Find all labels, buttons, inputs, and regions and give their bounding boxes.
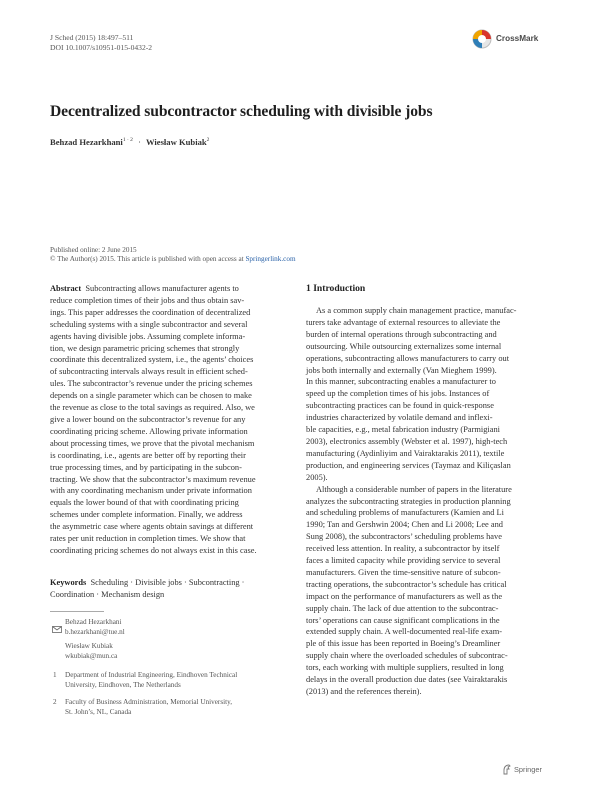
abstract-line: ings. This paper addresses the coordination of decentralized: [50, 307, 251, 317]
intro-line: Sung 2008), the subcontractors’ scheduling problems have: [306, 532, 502, 542]
intro-line: delays in the overall production due dates (see Vairaktarakis: [306, 675, 508, 685]
contact-2: [65, 641, 117, 661]
abstract-line: schemes under complete information. Finally, we address: [50, 510, 243, 520]
intro-line: tors, each working with multiple suppliers, resulted in long: [306, 663, 504, 673]
intro-line: jobs both internally and externally (Van Mieghem 1999).: [306, 365, 497, 375]
intro-line: 2005).: [306, 472, 328, 482]
abstract-line: depends on a single parameter which can be chosen to make: [50, 391, 252, 401]
contact-1-email[interactable]: b.hezarkhani@tue.nl: [65, 628, 125, 636]
intro-line: speed up the completion times of his jobs. Instances of: [306, 389, 490, 399]
intro-line: subcontracting practices can be found in quick-response: [306, 401, 494, 411]
abstract-line: coordinate this decentralized system, i.e., the agents’ choices: [50, 355, 254, 365]
intro-line: operations, subcontracting allows manufacturers to carry out: [306, 353, 510, 363]
intro-paragraph-1: [306, 305, 544, 484]
keywords: [50, 577, 288, 601]
intro-line: received less attention. In reality, a subcontractor by itself: [306, 544, 500, 554]
author-line: [50, 137, 209, 147]
abstract-label: Abstract: [50, 284, 82, 293]
abstract-line: agents having divisible jobs. Assuming complete informa-: [50, 331, 246, 341]
abstract-line: reduce completion times of their jobs and thus obtain sav-: [50, 295, 245, 305]
journal-line: J Sched (2015) 18:497–511: [50, 33, 134, 42]
intro-line: manufacturers. Given the time-sensitive nature of subcon-: [306, 567, 501, 577]
abstract-line: scheduling systems with a single subcontractor and several: [50, 319, 248, 329]
affiliation-1: [65, 670, 237, 690]
intro-line: turers take advantage of external resources to alleviate the: [306, 317, 501, 327]
intro-line: analyzes the subcontracting strategies in production planning: [306, 496, 511, 506]
abstract-line: about processing times, we prove that the pivotal mechanism: [50, 438, 255, 448]
intro-body: [306, 305, 544, 698]
contact-2-name: Wiesław Kubiak: [65, 642, 113, 650]
abstract-line: tion, we design parametric pricing schemes that strongly: [50, 343, 240, 353]
abstract-line: the asymmetric case where agents obtain savings at different: [50, 522, 254, 532]
author-2[interactable]: Wiesław Kubiak: [145, 137, 207, 147]
affiliation-1-line: University, Eindhoven, The Netherlands: [65, 681, 181, 689]
section-heading-introduction: 1 Introduction: [306, 283, 366, 294]
intro-line: production, and engineering services (Taymaz and Kiliçaslan: [306, 460, 511, 470]
intro-line: In this manner, subcontracting enables a manufacturer to: [306, 377, 496, 387]
affiliation-1-number: 1: [53, 671, 57, 679]
doi-line[interactable]: DOI 10.1007/s10951-015-0432-2: [50, 43, 153, 52]
affiliation-2-line: St. John’s, NL, Canada: [65, 708, 132, 716]
intro-line: burden of internal operations through subcontracting and: [306, 329, 497, 339]
affiliation-1-line: Department of Industrial Engineering, Eindhoven Technical: [65, 671, 238, 679]
intro-line: tracting operations, the subcontractor’s schedule has critical: [306, 579, 507, 589]
author-2-affil: 2: [206, 137, 210, 144]
intro-line: impact on the performance of manufacturers as well as the: [306, 591, 503, 601]
author-separator: ·: [138, 137, 141, 147]
intro-line: faces a limited capacity while providing service to several: [306, 556, 501, 566]
intro-line: 1990; Tan and Gershwin 2004; Chen and Li 2008; Lee and: [306, 520, 503, 530]
copyright-text: © The Author(s) 2015. This article is published with open access at: [50, 255, 246, 263]
abstract-line: the revenue as close to the total savings as required. Also, we: [50, 403, 255, 413]
footnote-rule: [50, 611, 104, 612]
intro-line: (2013) and the references therein).: [306, 687, 422, 696]
contact-1: [65, 617, 125, 637]
intro-line: As a common supply chain management practice, manufac-: [316, 306, 517, 315]
intro-line: supply chain where the overloaded schedules of subcontrac-: [306, 651, 508, 661]
abstract: [50, 283, 288, 557]
intro-line: tors’ operations can cause significant complications in the: [306, 615, 500, 625]
copyright-line: [50, 254, 296, 264]
intro-paragraph-2: [306, 484, 544, 698]
keywords-label: Keywords: [50, 578, 87, 587]
crossmark-badge[interactable]: [472, 29, 550, 51]
author-1[interactable]: Behzad Hezarkhani: [50, 137, 123, 147]
author-1-affil: 1 · 2: [122, 137, 133, 144]
keywords-line: Scheduling · Divisible jobs · Subcontracting ·: [90, 578, 245, 587]
abstract-line: equals the lower bound of that with coordinating pricing: [50, 498, 239, 508]
affiliation-2: [65, 697, 232, 717]
intro-line: ple of this issue has been reported in Boeing’s Dreamliner: [306, 639, 501, 649]
intro-line: ble capacities, e.g., metal fabrication industry (Parmigiani: [306, 425, 500, 435]
contact-2-email[interactable]: wkubiak@mun.ca: [65, 652, 118, 660]
abstract-line: ules. The subcontractor’s revenue under the pricing schemes: [50, 379, 253, 389]
abstract-line: with any coordinating mechanism under private information: [50, 486, 252, 496]
abstract-line: Subcontracting allows manufacturer agents to: [85, 284, 239, 293]
keywords-line: Coordination · Mechanism design: [50, 589, 165, 599]
intro-line: industries characterized by volatile demand and inflexi-: [306, 413, 493, 423]
abstract-line: coordinating pricing schemes do not always exist in this case.: [50, 545, 257, 555]
abstract-line: tracting. We show that the subcontractor’s maximum revenue: [50, 474, 256, 484]
abstract-line: rates per unit reduction in completion times. We show that: [50, 534, 246, 544]
springerlink-link[interactable]: Springerlink.com: [245, 255, 296, 263]
abstract-line: of subcontracting intervals always result in efficient sched-: [50, 367, 248, 377]
affiliation-2-number: 2: [53, 698, 57, 706]
intro-line: and scheduling problems of manufacturers (Kamien and Li: [306, 508, 504, 518]
published-date: Published online: 2 June 2015: [50, 246, 137, 254]
springer-label: Springer: [514, 765, 542, 774]
intro-line: outsourcing. While outsourcing externalizes some internal: [306, 341, 502, 351]
intro-line: 2003), electronics assembly (Webster et al. 1997), high-tech: [306, 436, 508, 446]
contact-1-name: Behzad Hezarkhani: [65, 618, 122, 626]
abstract-line: true processing times, and by participating in the subcon-: [50, 462, 242, 472]
intro-line: extended supply chain. A well-documented real-life exam-: [306, 627, 503, 637]
article-title: Decentralized subcontractor scheduling with divisible jobs: [50, 103, 433, 120]
envelope-icon: [52, 620, 62, 638]
intro-line: Although a considerable number of papers in the literature: [316, 484, 512, 494]
crossmark-icon: [472, 29, 492, 49]
abstract-line: give a lower bound on the subcontractor’s revenue for any: [50, 414, 246, 424]
abstract-line: is coordinating, i.e., agents are better off by reporting their: [50, 450, 246, 460]
abstract-line: coordinating pricing scheme. Allowing private information: [50, 426, 248, 436]
springer-logo: [502, 764, 552, 776]
springer-horse-icon: [502, 764, 511, 775]
intro-line: supply chain. The lack of due attention to the subcontrac-: [306, 603, 499, 613]
intro-line: manufacturing (Aydinliyim and Vairaktarakis 2011), textile: [306, 448, 505, 458]
crossmark-label: CrossMark: [496, 34, 539, 43]
affiliation-2-line: Faculty of Business Administration, Memorial University,: [65, 698, 233, 706]
